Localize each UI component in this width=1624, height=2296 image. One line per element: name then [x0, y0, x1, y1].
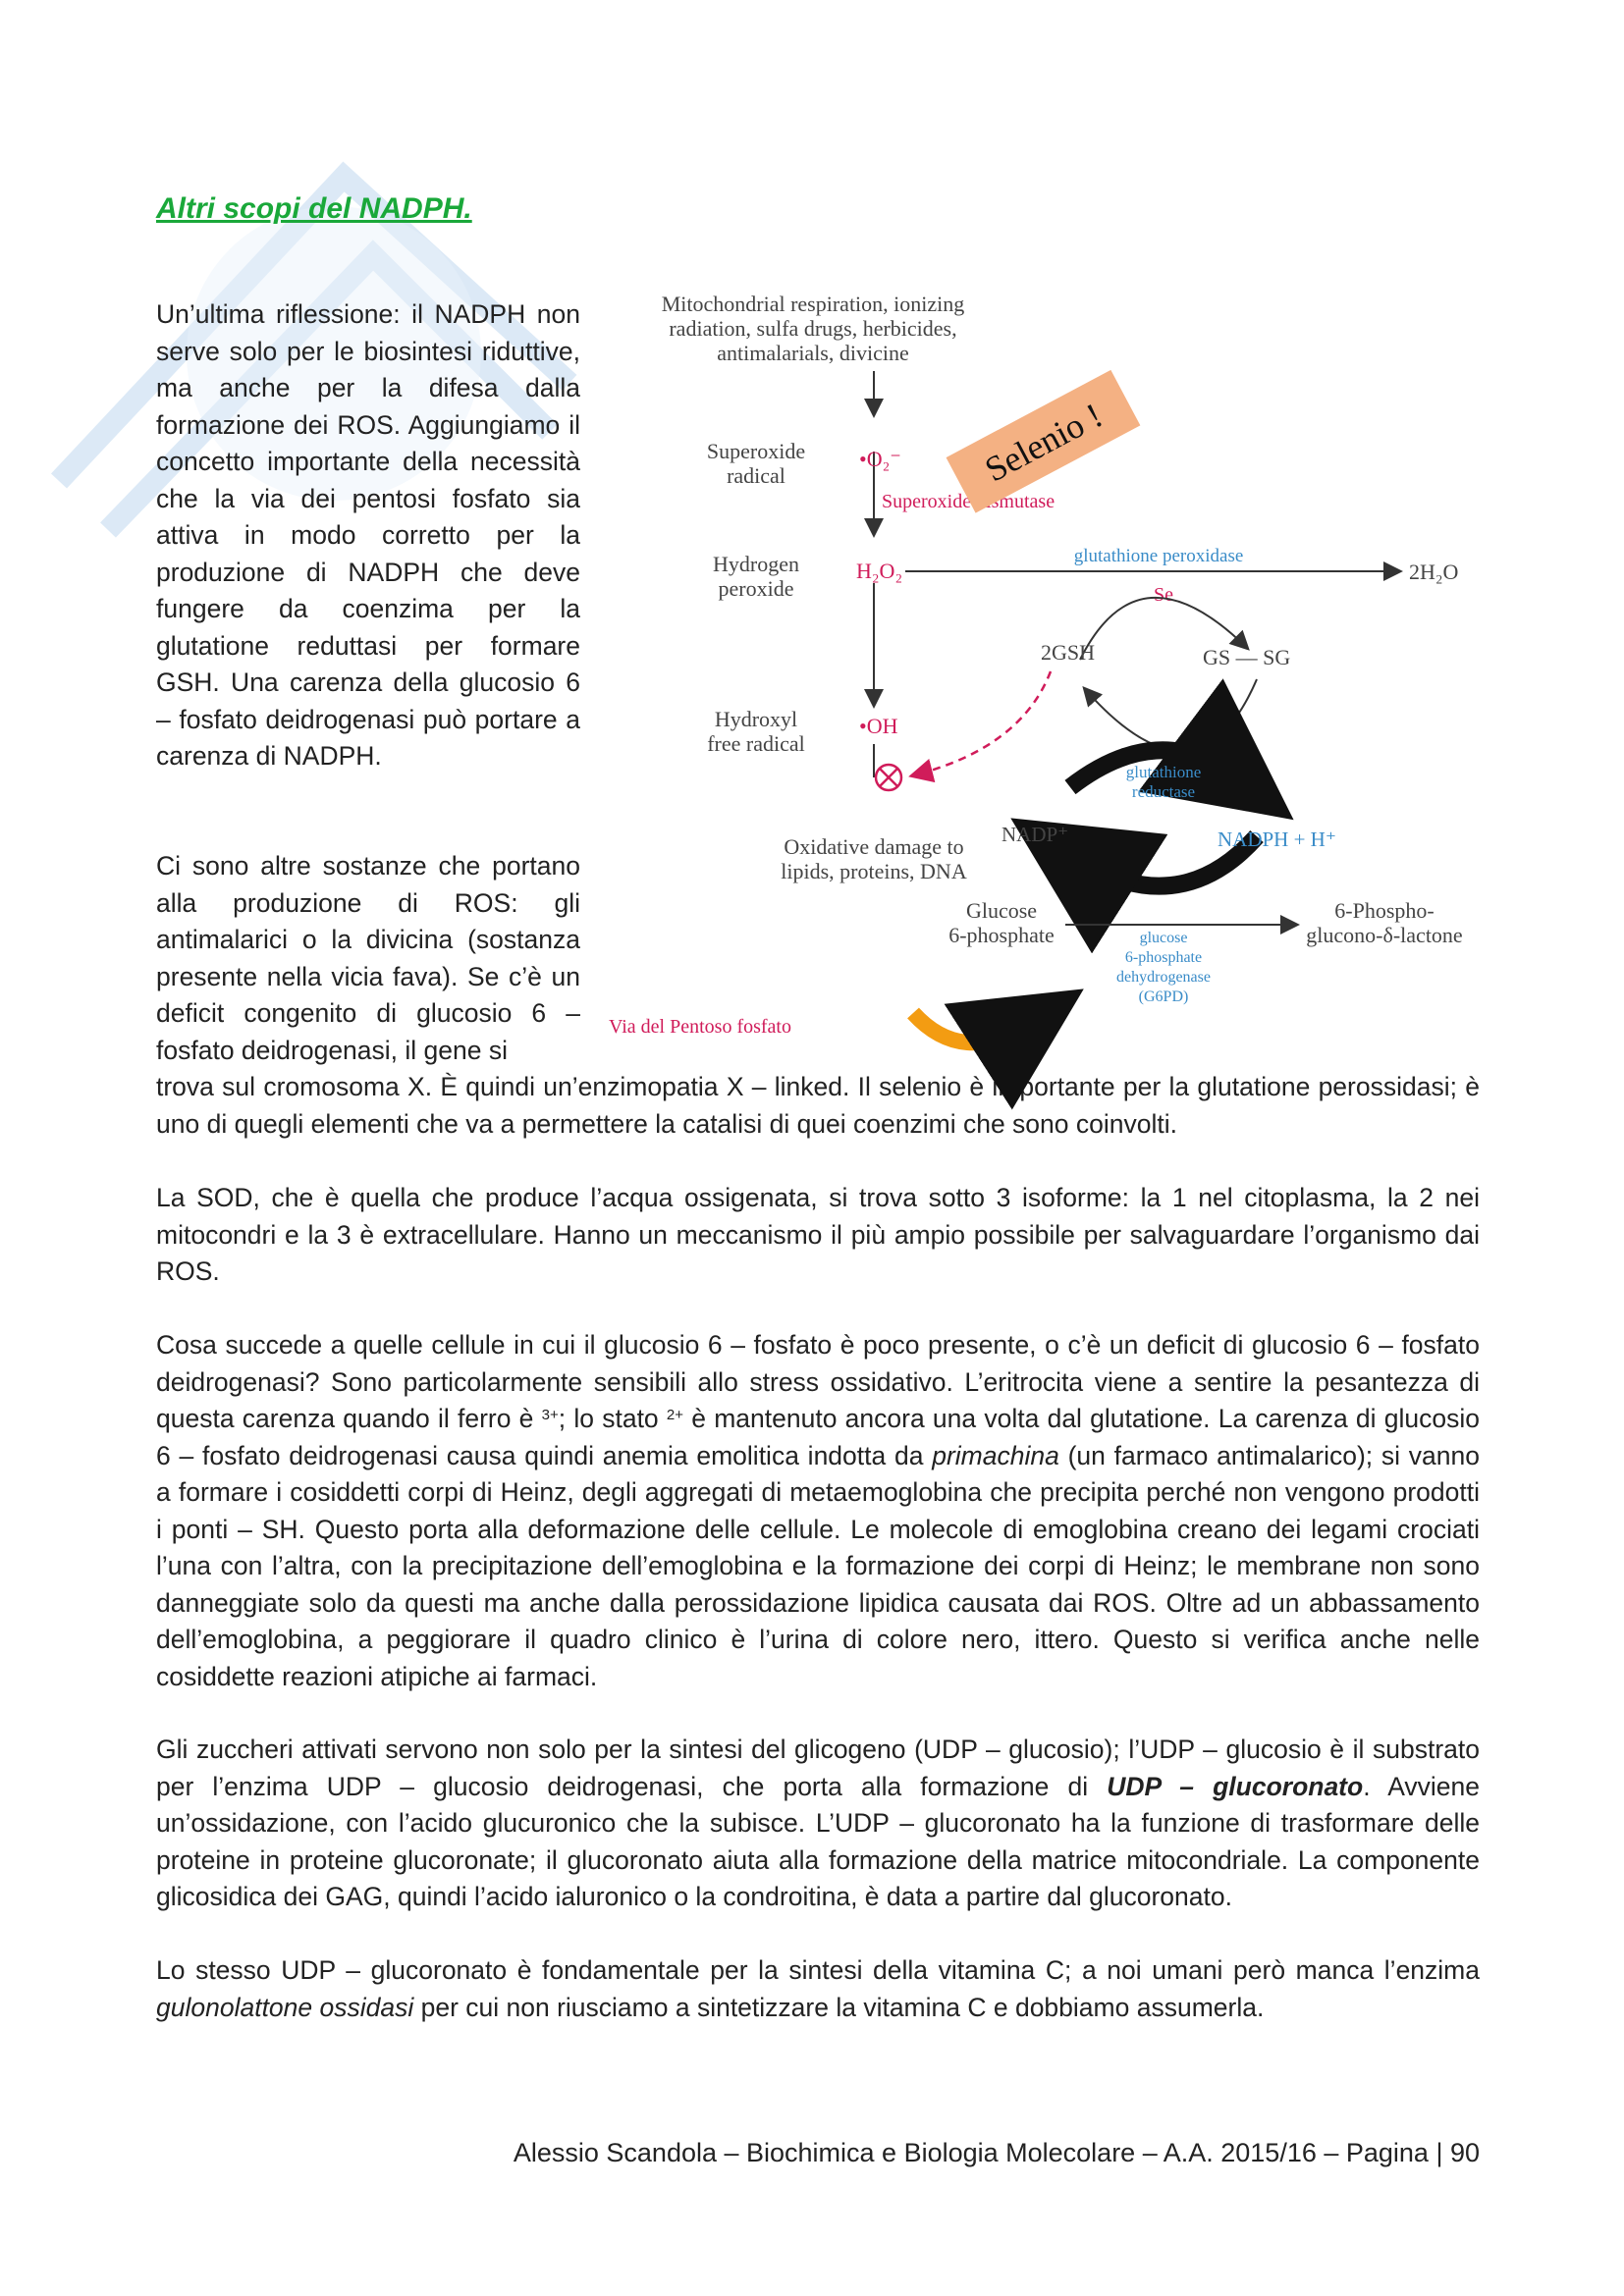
g6p-label-1: Glucose [965, 898, 1038, 923]
paragraph-sod: La SOD, che è quella che produce l’acqua ossigenata, si trova sotto 3 isoforme: la 1 nel citoplasma, la 2 nei mitocondri e la 3 è extracellulare. Hanno un meccanismo il più ampio possibile per salvaguardare l’organismo dai ROS. [156, 1183, 1480, 1286]
pathway-label: Via del Pentoso fosfato [609, 1016, 791, 1038]
svg-text:(G6PD): (G6PD) [1138, 988, 1189, 1005]
g6p-label-2: 6-phosphate [948, 923, 1055, 947]
source-line-3: antimalarials, divicine [717, 341, 909, 365]
arrow-gsh-inhibition [913, 671, 1051, 775]
paragraph-udp-glucoronato: Gli zuccheri attivati servono non solo per la sintesi del glicogeno (UDP – glucosio); l’UDP – glucosio è il substrato per l’enzima UDP – glucosio deidrogenasi, che porta alla formazione di UDP – glucoronato. Avviene un’ossidazione, con l’acido glucuronico che la subisce. L’UDP – glucoronato ha la funzione di trasformare delle proteine in proteine glucoronate; il glucoronato aiuta alla formazione della matrice mitocondriale. La componente glicosidica dei GAG, quindi l’acido ialuronico o la condroitina, è data a partire dal glucoronato. [156, 1735, 1480, 1911]
gssg-label: GS — SG [1203, 645, 1291, 669]
lactone-label-1: 6-Phospho- [1334, 898, 1435, 923]
svg-text:radical: radical [727, 463, 785, 488]
g6pd-label-1: glucose [1139, 930, 1188, 946]
svg-text:peroxide: peroxide [718, 576, 794, 601]
se-label: Se [1154, 584, 1173, 606]
inhibition-icon [876, 765, 901, 790]
svg-text:6-phosphate: 6-phosphate [1124, 949, 1203, 966]
gpx-label: glutathione peroxidase [1073, 546, 1244, 566]
superoxide-formula: •O₂⁻ [859, 447, 901, 471]
ros-defense-diagram [609, 287, 1492, 1052]
damage-label-1: Oxidative damage to [784, 834, 964, 859]
svg-text:free radical: free radical [707, 731, 805, 756]
sod-label: Superoxide dismutase [882, 491, 1056, 512]
paragraph-nadph-ros: Un’ultima riflessione: il NADPH non serve solo per le biosintesi riduttive, ma anche per la difesa dalla formazione dei ROS. Aggiungiamo il concetto importante della necessità che la via dei pentosi fosfato sia attiva in modo corretto per la produzione di NADPH che deve fungere da coenzima per la glutatione reduttasi per formare GSH. Una carenza della glucosio 6 – fosfato deidrogenasi può portare a carenza di NADPH. [156, 299, 580, 771]
source-line-2: radiation, sulfa drugs, herbicides, [669, 316, 957, 341]
source-line-1: Mitochondrial respiration, ionizing [661, 292, 965, 316]
superoxide-label: Superoxide [706, 439, 806, 463]
page-footer: Alessio Scandola – Biochimica e Biologia Molecolare – A.A. 2015/16 – Pagina | 90 [513, 2138, 1480, 2167]
damage-label-2: lipids, proteins, DNA [781, 859, 967, 883]
page-heading: Altri scopi del NADPH. [156, 192, 472, 225]
gr-label-2: reductase [1131, 782, 1196, 801]
paragraph-ros-sources-continued: trova sul cromosoma X. È quindi un’enzimopatia X – linked. Il selenio è importante per la glutatione perossidasi; è uno di quegli elementi che va a permettere la catalisi di quei coenzimi che sono coinvolti. [156, 1072, 1480, 1139]
paragraph-ros-sources: Ci sono altre sostanze che portano alla produzione di ROS: gli antimalarici o la divicina (sostanza presente nella vicia fava). Se c’è un deficit congenito di glucosio 6 – fosfato deidrogenasi, il gene si [156, 851, 580, 1065]
paragraph-vitamin-c: Lo stesso UDP – glucoronato è fondamentale per la sintesi della vitamina C; a noi umani però manca l’enzima gulonolattone ossidasi per cui non riusciamo a sintetizzare la vitamina C e dobbiamo assumerla. [156, 1955, 1480, 2022]
hydroxyl-formula: •OH [859, 714, 898, 738]
svg-text:dehydrogenase: dehydrogenase [1116, 969, 1211, 986]
nadp-label: NADP⁺ [1001, 823, 1069, 846]
gr-label-1: glutathione [1125, 763, 1202, 781]
lactone-label-2: glucono-δ-lactone [1306, 923, 1463, 947]
gsh-label: 2GSH [1041, 640, 1096, 665]
h2o2-formula: H₂O₂ [856, 559, 903, 583]
svg-text:Selenio !: Selenio ! [978, 395, 1110, 490]
water-label: 2H₂O [1409, 560, 1459, 584]
paragraph-g6pd-deficit: Cosa succede a quelle cellule in cui il glucosio 6 – fosfato è poco presente, o c’è un deficit di glucosio 6 – fosfato deidrogenasi? Sono particolarmente sensibili allo stress ossidativo. L’eritrocita viene a sentire la pesantezza di questa carenza quando il ferro è $^{3+}$; lo stato $^{2+}$ è mantenuto ancora una volta dal glutatione. La carenza di glucosio 6 – fosfato deidrogenasi causa quindi anemia emolitica indotta da primachina (un farmaco antimalarico); si vanno a formare i cosiddetti corpi di Heinz, degli aggregati di metaemoglobina che precipita perché non vengono prodotti i ponti – SH. Questo porta alla deformazione delle cellule. Le molecole di emoglobina creano dei legami crociati l’una con l’altra, con la precipitazione dell’emoglobina e la formazione dei corpi di Heinz; le membrane non sono danneggiate solo da questi ma anche dalla perossidazione lipidica causata dai ROS. Oltre ad un abbassamento dell’emoglobina, a peggiorare il quadro clinico è l’urina di colore nero, ittero. Questo si verifica anche nelle cosiddette reazioni atipiche ai farmaci. [156, 1330, 1480, 1691]
h2o2-label: Hydrogen [713, 552, 799, 576]
nadph-label: NADPH + H⁺ [1218, 828, 1336, 851]
hydroxyl-label: Hydroxyl [714, 707, 798, 731]
pathway-arrow [913, 1013, 1031, 1042]
